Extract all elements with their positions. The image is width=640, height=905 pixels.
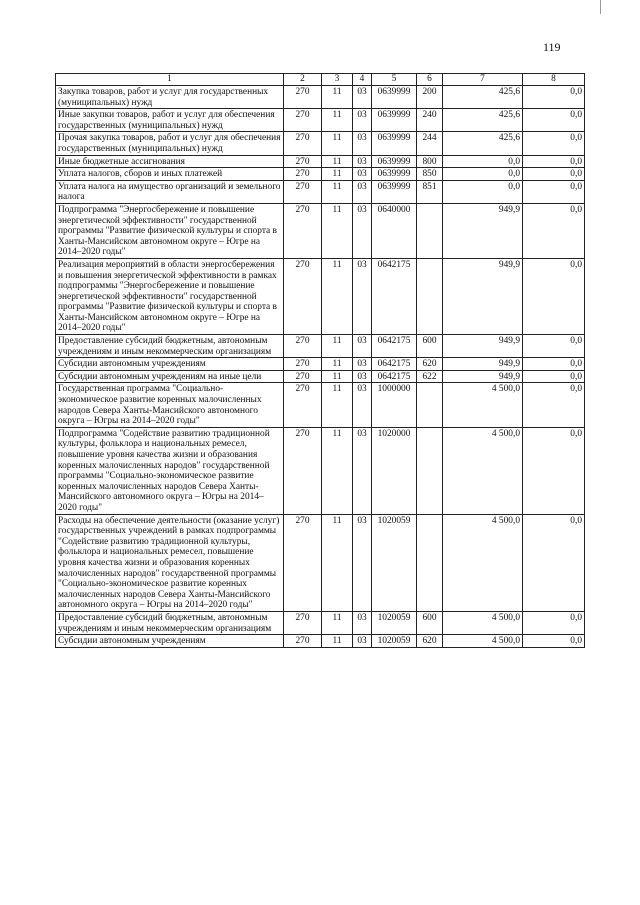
admin-code: 270 — [284, 155, 322, 168]
table-row — [56, 358, 585, 371]
section-code: 11 — [322, 514, 353, 611]
target-item-code: 0642175 — [372, 358, 417, 371]
subsection-code: 03 — [353, 132, 372, 155]
scan-margin-mark — [600, 0, 607, 14]
subsection-code: 03 — [353, 168, 372, 181]
section-code: 11 — [322, 635, 353, 648]
amount-second-value: 0,0 — [523, 611, 585, 634]
target-item-code: 1000000 — [372, 383, 417, 427]
amount-second-value: 0,0 — [523, 514, 585, 611]
table-row — [56, 155, 585, 168]
row-description: Иные бюджетные ассигнования — [56, 155, 284, 168]
admin-code: 270 — [284, 203, 322, 258]
amount-second-value: 0,0 — [523, 203, 585, 258]
amount-value: 0,0 — [443, 180, 523, 203]
expense-type-code: 600 — [417, 611, 443, 634]
target-item-code: 1020059 — [372, 611, 417, 634]
table-row — [56, 180, 585, 203]
row-description: Субсидии автономным учреждениям на иные цели — [56, 370, 284, 383]
expense-type-code: 200 — [417, 86, 443, 109]
row-description: Уплата налога на имущество организаций и земельного налога — [56, 180, 284, 203]
section-code: 11 — [322, 335, 353, 358]
admin-code: 270 — [284, 180, 322, 203]
subsection-code: 03 — [353, 370, 372, 383]
row-description: Предоставление субсидий бюджетным, автономным учреждениям и иным некоммерческим организациям — [56, 611, 284, 634]
admin-code: 270 — [284, 383, 322, 427]
section-code: 11 — [322, 427, 353, 514]
row-description: Предоставление субсидий бюджетным, автономным учреждениям и иным некоммерческим организациям — [56, 335, 284, 358]
amount-value: 4 500,0 — [443, 383, 523, 427]
row-description: Реализация мероприятий в области энергосбережения и повышения энергетической эффективности в рамках подпрограммы "Энергосбережение и повышение энергетической эффективности" государственной программы "Развитие физической культуры и спорта в Ханты-Мансийском автономном округе – Югре на 2014–2020 годы" — [56, 258, 284, 334]
amount-second-value: 0,0 — [523, 168, 585, 181]
target-item-code: 0642175 — [372, 335, 417, 358]
column-header: 5 — [372, 74, 417, 86]
amount-second-value: 0,0 — [523, 635, 585, 648]
page-number: 119 — [543, 40, 561, 54]
amount-value: 0,0 — [443, 168, 523, 181]
amount-value: 4 500,0 — [443, 611, 523, 634]
amount-second-value: 0,0 — [523, 427, 585, 514]
admin-code: 270 — [284, 427, 322, 514]
expense-type-code: 851 — [417, 180, 443, 203]
subsection-code: 03 — [353, 109, 372, 132]
target-item-code: 0642175 — [372, 370, 417, 383]
subsection-code: 03 — [353, 427, 372, 514]
expense-type-code — [417, 514, 443, 611]
column-header: 2 — [284, 74, 322, 86]
admin-code: 270 — [284, 335, 322, 358]
subsection-code: 03 — [353, 180, 372, 203]
target-item-code: 1020059 — [372, 635, 417, 648]
column-header: 4 — [353, 74, 372, 86]
row-description: Расходы на обеспечение деятельности (оказание услуг) государственных учреждений в рамках подпрограммы "Содействие развитию традиционной культуры, фольклора и национальных ремесел, повышение уровня качества жизни и образования коренных малочисленных народов" государственной программы "Социально-экономическое развитие коренных малочисленных народов Севера Ханты-Мансийского автономного округа – Югры на 2014–2020 годы" — [56, 514, 284, 611]
table-row — [56, 370, 585, 383]
row-description: Уплата налогов, сборов и иных платежей — [56, 168, 284, 181]
admin-code: 270 — [284, 370, 322, 383]
subsection-code: 03 — [353, 383, 372, 427]
section-code: 11 — [322, 180, 353, 203]
section-code: 11 — [322, 109, 353, 132]
row-description: Прочая закупка товаров, работ и услуг для обеспечения государственных (муниципальных) нужд — [56, 132, 284, 155]
amount-second-value: 0,0 — [523, 383, 585, 427]
expense-type-code: 244 — [417, 132, 443, 155]
expense-type-code — [417, 427, 443, 514]
amount-value: 949,9 — [443, 203, 523, 258]
section-code: 11 — [322, 370, 353, 383]
amount-value: 4 500,0 — [443, 427, 523, 514]
amount-value: 425,6 — [443, 86, 523, 109]
admin-code: 270 — [284, 358, 322, 371]
table-row — [56, 258, 585, 334]
budget-table — [55, 73, 585, 648]
expense-type-code — [417, 203, 443, 258]
admin-code: 270 — [284, 258, 322, 334]
table-row — [56, 635, 585, 648]
amount-second-value: 0,0 — [523, 258, 585, 334]
expense-type-code: 622 — [417, 370, 443, 383]
amount-second-value: 0,0 — [523, 180, 585, 203]
section-code: 11 — [322, 611, 353, 634]
amount-value: 425,6 — [443, 132, 523, 155]
admin-code: 270 — [284, 611, 322, 634]
amount-second-value: 0,0 — [523, 86, 585, 109]
target-item-code: 0639999 — [372, 180, 417, 203]
table-row — [56, 383, 585, 427]
admin-code: 270 — [284, 514, 322, 611]
amount-value: 949,9 — [443, 258, 523, 334]
expense-type-code: 240 — [417, 109, 443, 132]
table-row — [56, 335, 585, 358]
amount-second-value: 0,0 — [523, 335, 585, 358]
amount-value: 4 500,0 — [443, 514, 523, 611]
section-code: 11 — [322, 155, 353, 168]
admin-code: 270 — [284, 168, 322, 181]
table-row — [56, 132, 585, 155]
section-code: 11 — [322, 383, 353, 427]
expense-type-code — [417, 383, 443, 427]
amount-second-value: 0,0 — [523, 109, 585, 132]
expense-type-code: 600 — [417, 335, 443, 358]
subsection-code: 03 — [353, 203, 372, 258]
expense-type-code: 620 — [417, 358, 443, 371]
subsection-code: 03 — [353, 611, 372, 634]
target-item-code: 0639999 — [372, 109, 417, 132]
admin-code: 270 — [284, 635, 322, 648]
admin-code: 270 — [284, 132, 322, 155]
expense-type-code: 850 — [417, 168, 443, 181]
column-header: 1 — [56, 74, 284, 86]
subsection-code: 03 — [353, 635, 372, 648]
expense-type-code — [417, 258, 443, 334]
amount-value: 425,6 — [443, 109, 523, 132]
table-row — [56, 168, 585, 181]
subsection-code: 03 — [353, 155, 372, 168]
amount-second-value: 0,0 — [523, 132, 585, 155]
row-description: Подпрограмма "Энергосбережение и повышение энергетической эффективности" государственной программы "Развитие физической культуры и спорта в Ханты-Мансийском автономном округе – Югре на 2014–2020 годы" — [56, 203, 284, 258]
amount-value: 949,9 — [443, 370, 523, 383]
table-row — [56, 86, 585, 109]
target-item-code: 0642175 — [372, 258, 417, 334]
table-header-row — [56, 74, 585, 86]
section-code: 11 — [322, 258, 353, 334]
table-row — [56, 611, 585, 634]
section-code: 11 — [322, 168, 353, 181]
amount-second-value: 0,0 — [523, 155, 585, 168]
table-row — [56, 203, 585, 258]
amount-value: 4 500,0 — [443, 635, 523, 648]
subsection-code: 03 — [353, 335, 372, 358]
expense-type-code: 620 — [417, 635, 443, 648]
section-code: 11 — [322, 132, 353, 155]
target-item-code: 1020059 — [372, 514, 417, 611]
amount-second-value: 0,0 — [523, 358, 585, 371]
target-item-code: 0640000 — [372, 203, 417, 258]
section-code: 11 — [322, 358, 353, 371]
row-description: Закупка товаров, работ и услуг для государственных (муниципальных) нужд — [56, 86, 284, 109]
row-description: Государственная программа "Социально-экономическое развитие коренных малочисленных народов Севера Ханты-Мансийского автономного округа – Югры на 2014–2020 годы" — [56, 383, 284, 427]
subsection-code: 03 — [353, 86, 372, 109]
target-item-code: 1020000 — [372, 427, 417, 514]
row-description: Иные закупки товаров, работ и услуг для обеспечения государственных (муниципальных) нужд — [56, 109, 284, 132]
target-item-code: 0639999 — [372, 155, 417, 168]
admin-code: 270 — [284, 86, 322, 109]
subsection-code: 03 — [353, 358, 372, 371]
column-header: 7 — [443, 74, 523, 86]
amount-second-value: 0,0 — [523, 370, 585, 383]
subsection-code: 03 — [353, 514, 372, 611]
section-code: 11 — [322, 86, 353, 109]
row-description: Субсидии автономным учреждениям — [56, 358, 284, 371]
column-header: 6 — [417, 74, 443, 86]
table-row — [56, 109, 585, 132]
column-header: 3 — [322, 74, 353, 86]
column-header: 8 — [523, 74, 585, 86]
table-row — [56, 427, 585, 514]
amount-value: 0,0 — [443, 155, 523, 168]
amount-value: 949,9 — [443, 358, 523, 371]
target-item-code: 0639999 — [372, 86, 417, 109]
amount-value: 949,9 — [443, 335, 523, 358]
section-code: 11 — [322, 203, 353, 258]
admin-code: 270 — [284, 109, 322, 132]
subsection-code: 03 — [353, 258, 372, 334]
table-body — [56, 86, 585, 648]
expense-type-code: 800 — [417, 155, 443, 168]
row-description: Субсидии автономным учреждениям — [56, 635, 284, 648]
table-row — [56, 514, 585, 611]
target-item-code: 0639999 — [372, 168, 417, 181]
target-item-code: 0639999 — [372, 132, 417, 155]
row-description: Подпрограмма "Содействие развитию традиционной культуры, фольклора и национальных ремесел, повышение уровня качества жизни и образования коренных малочисленных народов" государственной программы "Социально-экономическое развитие коренных малочисленных народов Севера Ханты-Мансийского автономного округа – Югры на 2014–2020 годы" — [56, 427, 284, 514]
